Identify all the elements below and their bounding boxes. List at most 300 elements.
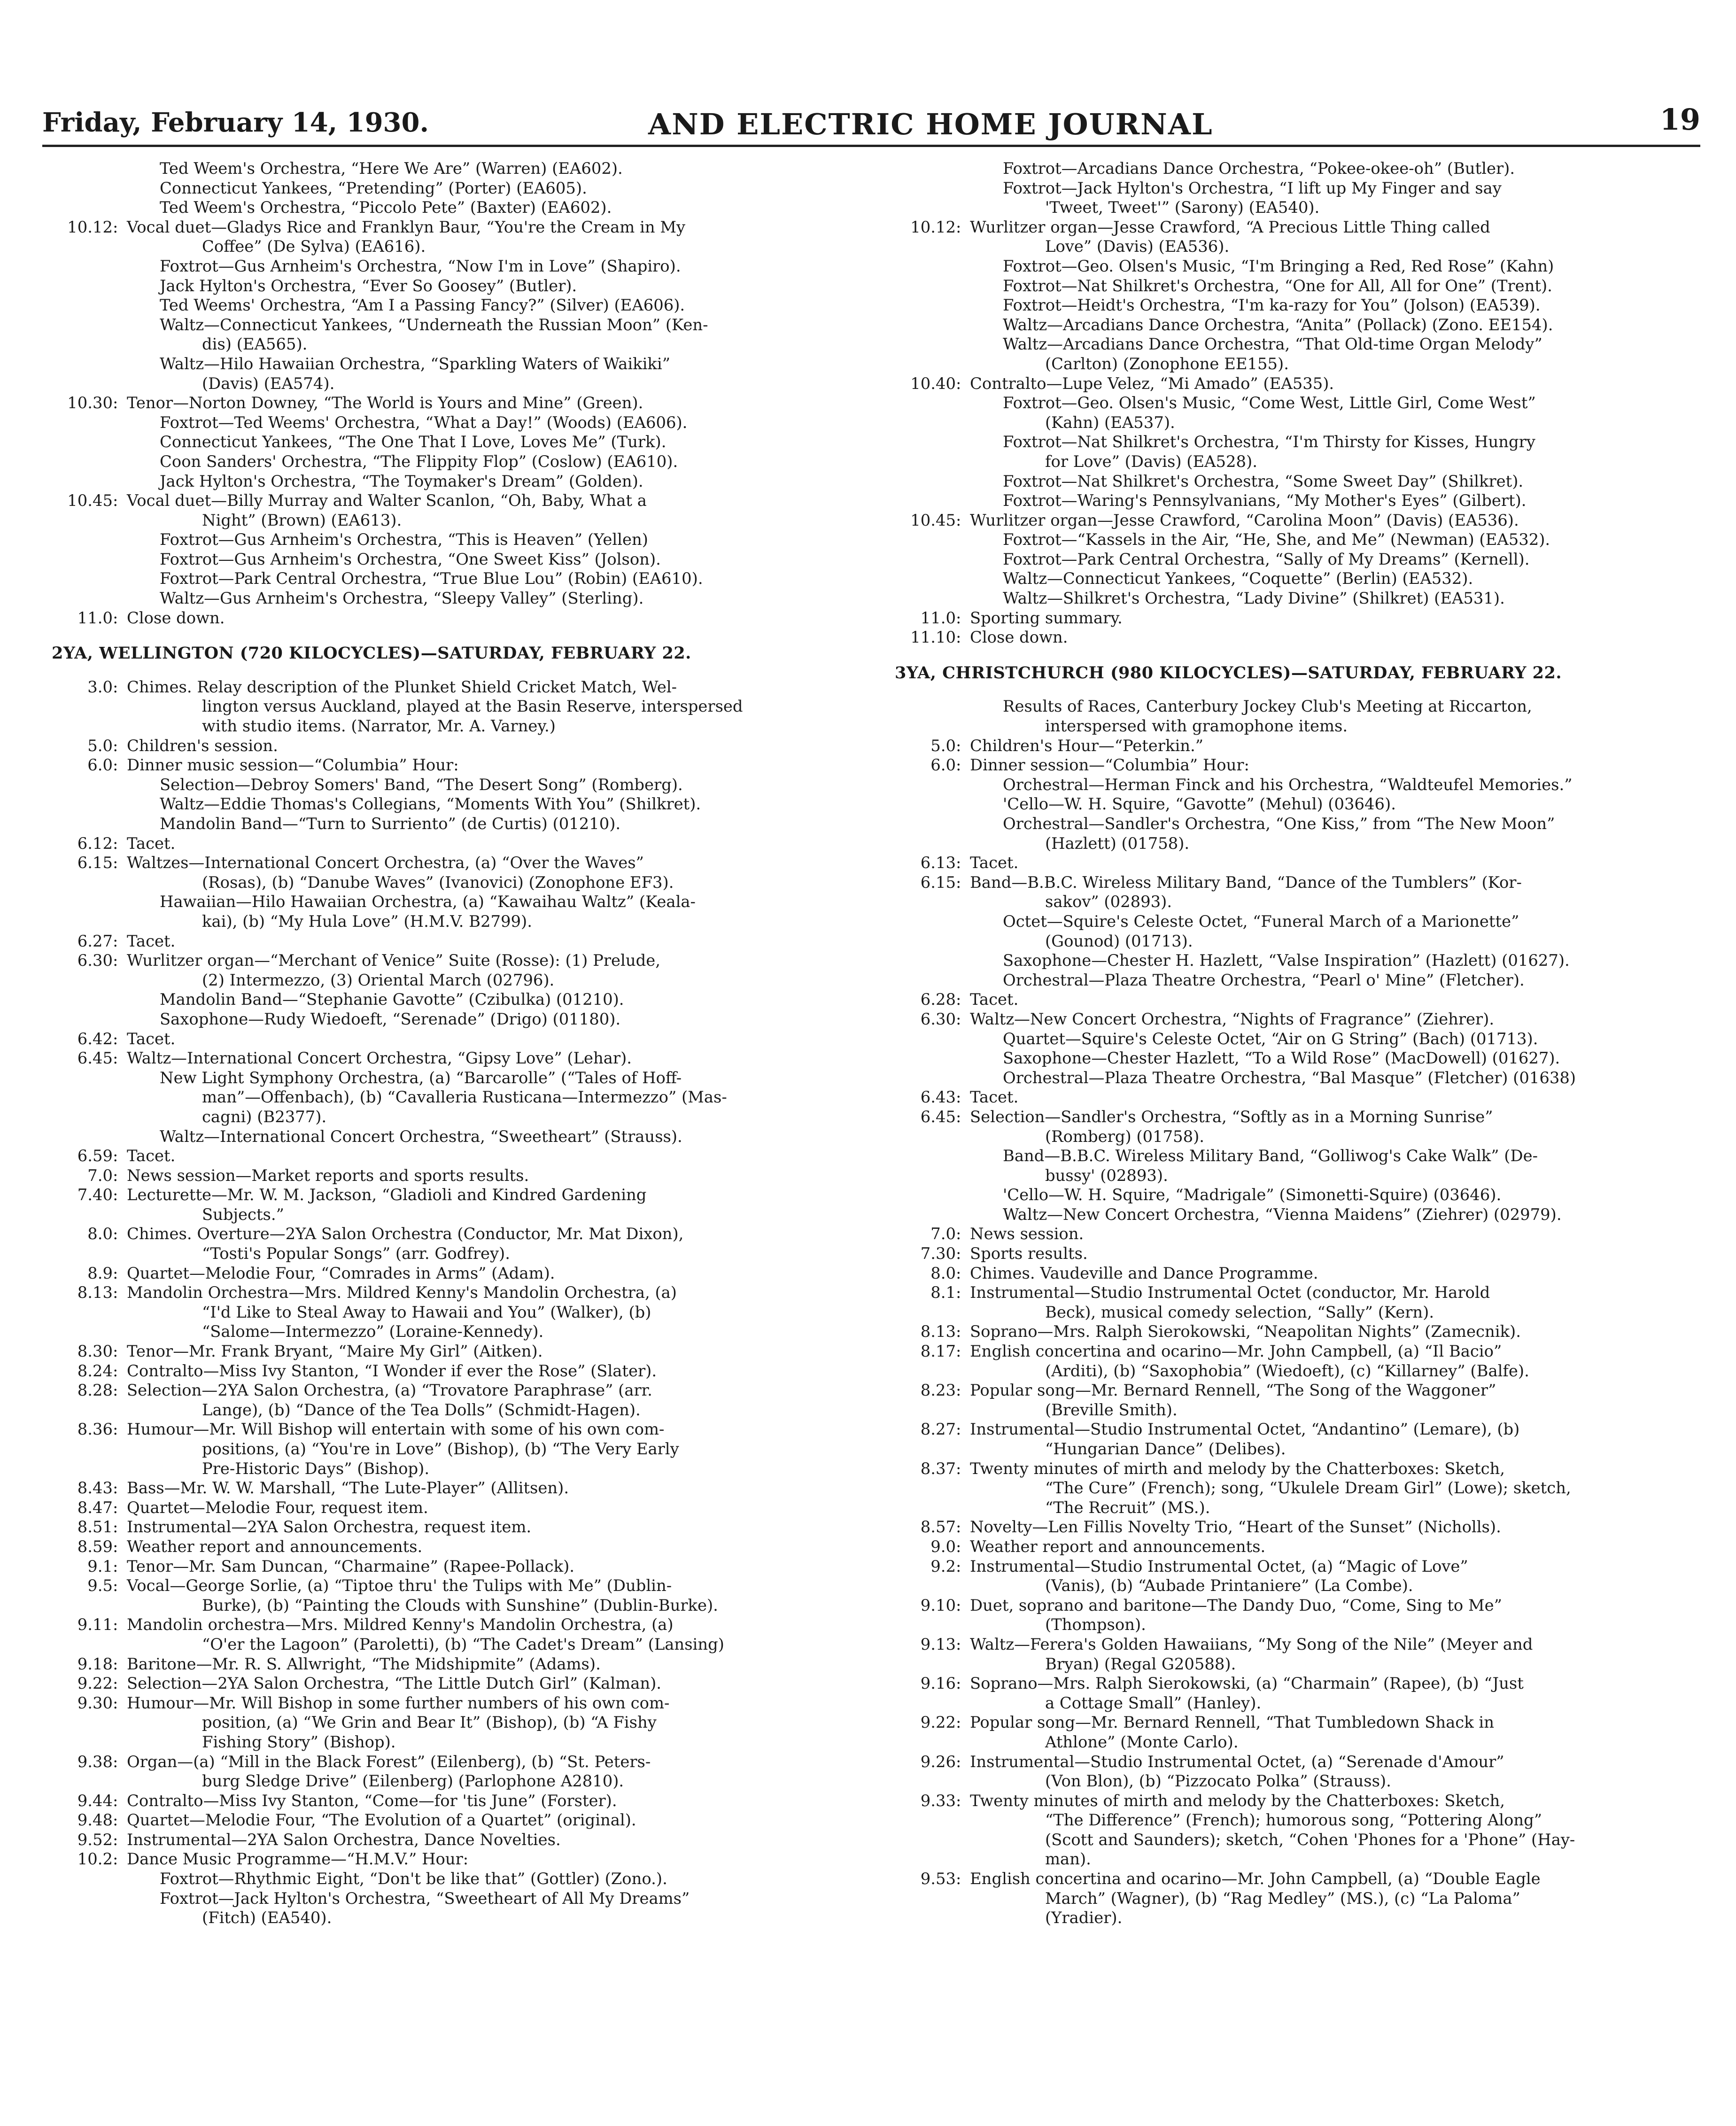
entry-continuation: “The Cure” (French); song, “Ukulele Dream Girl” (Lowe); sketch, [1045,1479,1571,1498]
entry-text: Mandolin orchestra—Mrs. Mildred Kenny's Mandolin Orchestra, (a) [127,1615,674,1634]
program-item: Foxtrot—Gus Arnheim's Orchestra, “One Sweet Kiss” (Jolson). [160,550,661,568]
entry-text: Selection—2YA Salon Orchestra, “The Little Dutch Girl” (Kalman). [127,1674,662,1693]
program-item: Results of Races, Canterbury Jockey Club's Meeting at Riccarton, [1003,697,1532,716]
entry-text: Soprano—Mrs. Ralph Sierokowski, “Neapolitan Nights” (Zamecnik). [970,1322,1521,1341]
schedule-entry: 6.12: Tacet. [42,834,850,854]
entry-continuation: “The Difference” (French); humorous song, “Pottering Along” [1045,1811,1542,1830]
entry-time: 10.40 [910,374,956,393]
entry-text: Instrumental—2YA Salon Orchestra, request item. [127,1518,532,1536]
entry-continuation: 'Tweet, Tweet'” (Sarony) (EA540). [1045,198,1320,217]
program-item: Foxtrot—Arcadians Dance Orchestra, “Pokee-okee-oh” (Butler). [1003,159,1515,178]
entry-time: 8.59 [77,1537,113,1556]
program-item: Foxtrot—Rhythmic Eight, “Don't be like that” (Gottler) (Zono.). [160,1870,667,1888]
entry-continuation: (Fitch) (EA540). [202,1909,332,1927]
entry-text: Soprano—Mrs. Ralph Sierokowski, (a) “Charmain” (Rapee), (b) “Just [970,1674,1524,1693]
entry-time: 9.30 [77,1693,113,1712]
schedule-entry: 9.53: English concertina and ocarino—Mr. John Campbell, (a) “Double Eagle [885,1869,1698,1889]
entry-text: Popular song—Mr. Bernard Rennell, “That Tumbledown Shack in [970,1713,1495,1732]
entry-continuation: (Davis) (EA574). [202,374,335,393]
entry-time: 6.42 [77,1029,113,1048]
entry-text: Mandolin Orchestra—Mrs. Mildred Kenny's Mandolin Orchestra, (a) [127,1283,677,1302]
program-item: Saxophone—Chester Hazlett, “To a Wild Rose” (MacDowell) (01627). [1003,1049,1560,1068]
entry-time: 8.43 [77,1479,113,1498]
entry-time: 7.0 [87,1166,113,1185]
entry-continuation: March” (Wagner), (b) “Rag Medley” (MS.), (c) “La Paloma” [1045,1889,1520,1908]
schedule-entry: 9.22: Popular song—Mr. Bernard Rennell, “That Tumbledown Shack in [885,1713,1698,1732]
entry-text: Waltzes—International Concert Orchestra, (a) “Over the Waves” [127,854,644,872]
entry-continuation: (Hazlett) (01758). [1045,834,1190,853]
schedule-entry: 8.9: Quartet—Melodie Four, “Comrades in Arms” (Adam). [42,1264,850,1283]
program-item: Foxtrot—“Kassels in the Air, “He, She, and Me” (Newman) (EA532). [1003,530,1550,549]
entry-continuation: (Kahn) (EA537). [1045,413,1175,432]
schedule-entry: 8.57: Novelty—Len Fillis Novelty Trio, “Heart of the Sunset” (Nicholls). [885,1517,1698,1537]
entry-text: Dinner music session—“Columbia” Hour: [127,756,459,775]
entry-time: 7.30 [920,1244,956,1263]
entry-text: Sporting summary. [970,608,1123,627]
entry-text: Instrumental—Studio Instrumental Octet, “Andantino” (Lemare), (b) [970,1420,1520,1439]
entry-time: 8.1 [930,1283,956,1302]
entry-time: 9.53 [920,1870,956,1888]
schedule-entry: 9.33: Twenty minutes of mirth and melody by the Chatterboxes: Sketch, [885,1791,1698,1811]
program-item: Octet—Squire's Celeste Octet, “Funeral March of a Marionette” [1003,912,1519,931]
schedule-entry: 8.27: Instrumental—Studio Instrumental Octet, “Andantino” (Lemare), (b) [885,1420,1698,1439]
schedule-entry: 9.1: Tenor—Mr. Sam Duncan, “Charmaine” (Rapee-Pollack). [42,1557,850,1576]
entry-text: Lecturette—Mr. W. M. Jackson, “Gladioli and Kindred Gardening [127,1186,647,1204]
entry-continuation: (Arditi), (b) “Saxophobia” (Wiedoeft), (c) “Killarney” (Balfe). [1045,1361,1529,1380]
program-item: Saxophone—Chester H. Hazlett, “Valse Inspiration” (Hazlett) (01627). [1003,951,1570,970]
schedule-entry: 9.5: Vocal—George Sorlie, (a) “Tiptoe thru' the Tulips with Me” (Dublin- [42,1576,850,1596]
entry-text: Popular song—Mr. Bernard Rennell, “The Song of the Waggoner” [970,1381,1496,1400]
entry-continuation: Pre-Historic Days” (Bishop). [202,1459,430,1478]
entry-time: 8.9 [87,1264,113,1282]
entry-time: 8.13 [920,1322,956,1341]
schedule-entry: 8.13: Mandolin Orchestra—Mrs. Mildred Kenny's Mandolin Orchestra, (a) [42,1283,850,1303]
entry-continuation: Bryan) (Regal G20588). [1045,1654,1236,1673]
entry-text: Tacet. [127,834,176,853]
entry-continuation: Love” (Davis) (EA536). [1045,237,1230,256]
entry-continuation: a Cottage Small” (Hanley). [1045,1693,1262,1712]
program-item: Mandolin Band—“Stephanie Gavotte” (Czibulka) (01210). [160,990,624,1009]
program-item: Foxtrot—Park Central Orchestra, “True Blue Lou” (Robin) (EA610). [160,569,703,588]
entry-continuation: (2) Intermezzo, (3) Oriental March (02796). [202,970,555,989]
station-heading: 3YA, CHRISTCHURCH (980 KILOCYCLES)—SATURDAY, FEBRUARY 22. [895,663,1562,683]
entry-text: Contralto—Miss Ivy Stanton, “I Wonder if ever the Rose” (Slater). [127,1361,657,1380]
program-item: Coon Sanders' Orchestra, “The Flippity Flop” (Coslow) (EA610). [160,452,678,471]
entry-text: Instrumental—Studio Instrumental Octet (conductor, Mr. Harold [970,1283,1490,1302]
entry-time: 10.12 [910,217,956,236]
program-item: Orchestral—Sandler's Orchestra, “One Kiss,” from “The New Moon” [1003,815,1555,833]
entry-continuation: “The Recruit” (MS.). [1045,1498,1210,1517]
entry-continuation: for Love” (Davis) (EA528). [1045,452,1257,471]
schedule-entry: 10.2: Dance Music Programme—“H.M.V.” Hour: [42,1849,850,1869]
entry-text: Waltz—International Concert Orchestra, “Gipsy Love” (Lehar). [127,1049,632,1068]
entry-text: Novelty—Len Fillis Novelty Trio, “Heart of the Sunset” (Nicholls). [970,1518,1501,1536]
schedule-entry: 5.0: Children's session. [42,736,850,756]
entry-time: 9.5 [87,1576,113,1595]
entry-text: Instrumental—Studio Instrumental Octet, (a) “Serenade d'Amour” [970,1752,1504,1771]
schedule-entry: 6.59: Tacet. [42,1146,850,1166]
program-item: Waltz—Shilkret's Orchestra, “Lady Divine” (Shilkret) (EA531). [1003,589,1505,608]
entry-continuation: (Romberg) (01758). [1045,1127,1205,1146]
program-item: Foxtrot—Nat Shilkret's Orchestra, “I'm Thirsty for Kisses, Hungry [1003,433,1535,451]
schedule-entry: 6.13: Tacet. [885,853,1698,873]
entry-text: Contralto—Lupe Velez, “Mi Amado” (EA535). [970,374,1334,393]
entry-time: 6.45 [77,1049,113,1068]
entry-time: 8.57 [920,1518,956,1536]
entry-text: Twenty minutes of mirth and melody by the Chatterboxes: Sketch, [970,1459,1505,1478]
schedule-entry: 9.22: Selection—2YA Salon Orchestra, “The Little Dutch Girl” (Kalman). [42,1674,850,1693]
program-item: Saxophone—Rudy Wiedoeft, “Serenade” (Drigo) (01180). [160,1009,621,1028]
entry-continuation: Beck), musical comedy selection, “Sally” (Kern). [1045,1303,1434,1321]
entry-time: 9.13 [920,1635,956,1653]
program-item: Waltz—International Concert Orchestra, “Sweetheart” (Strauss). [160,1127,682,1146]
entry-text: Weather report and announcements. [970,1537,1266,1556]
entry-time: 8.0 [930,1264,956,1282]
entry-text: Selection—2YA Salon Orchestra, (a) “Trovatore Paraphrase” (arr. [127,1381,652,1400]
entry-time: 11.10 [910,628,956,647]
entry-continuation: lington versus Auckland, played at the Basin Reserve, interspersed [202,697,743,716]
program-item: Foxtrot—Gus Arnheim's Orchestra, “This is Heaven” (Yellen) [160,530,648,549]
entry-continuation: dis) (EA565). [202,335,308,354]
schedule-entry: 9.16: Soprano—Mrs. Ralph Sierokowski, (a) “Charmain” (Rapee), (b) “Just [885,1674,1698,1693]
schedule-entry: 10.45: Vocal duet—Billy Murray and Walter Scanlon, “Oh, Baby, What a [42,491,850,511]
schedule-entry: 8.1: Instrumental—Studio Instrumental Octet (conductor, Mr. Harold [885,1283,1698,1303]
entry-continuation: (Yradier). [1045,1909,1123,1927]
schedule-entry: 10.45: Wurlitzer organ—Jesse Crawford, “Carolina Moon” (Davis) (EA536). [885,511,1698,530]
program-item: Connecticut Yankees, “The One That I Love, Loves Me” (Turk). [160,433,666,451]
entry-continuation: (Vanis), (b) “Aubade Printaniere” (La Combe). [1045,1576,1413,1595]
program-item: Waltz—Eddie Thomas's Collegians, “Moments With You” (Shilkret). [160,795,701,814]
entry-time: 9.22 [920,1713,956,1732]
program-item: Waltz—New Concert Orchestra, “Vienna Maidens” (Ziehrer) (02979). [1003,1205,1562,1224]
program-item: Foxtrot—Park Central Orchestra, “Sally of My Dreams” (Kernell). [1003,550,1530,568]
schedule-entry: 6.42: Tacet. [42,1029,850,1049]
schedule-entry: 9.44: Contralto—Miss Ivy Stanton, “Come—for 'tis June” (Forster). [42,1791,850,1811]
program-item: Waltz—Connecticut Yankees, “Coquette” (Berlin) (EA532). [1003,569,1473,588]
schedule-entry: 9.52: Instrumental—2YA Salon Orchestra, Dance Novelties. [42,1830,850,1850]
entry-continuation: cagni) (B2377). [202,1107,327,1126]
entry-continuation: interspersed with gramophone items. [1045,717,1348,736]
entry-continuation: Subjects.” [202,1205,284,1224]
entry-continuation: Night” (Brown) (EA613). [202,511,402,529]
entry-text: Baritone—Mr. R. S. Allwright, “The Midshipmite” (Adams). [127,1654,601,1673]
program-item: Foxtrot—Gus Arnheim's Orchestra, “Now I'm in Love” (Shapiro). [160,256,681,275]
issue-date: Friday, February 14, 1930. [42,107,429,138]
schedule-entry: 3.0: Chimes. Relay description of the Plunket Shield Cricket Match, Wel- [42,677,850,697]
entry-text: Tacet. [127,931,176,950]
entry-time: 6.27 [77,931,113,950]
entry-text: Vocal duet—Gladys Rice and Franklyn Baur, “You're the Cream in My [127,217,686,236]
schedule-entry: 10.12: Wurlitzer organ—Jesse Crawford, “A Precious Little Thing called [885,217,1698,237]
right-column [885,159,1698,2108]
entry-continuation: “Tosti's Popular Songs” (arr. Godfrey). [202,1244,510,1263]
program-item: Waltz—Arcadians Dance Orchestra, “Anita” (Pollack) (Zono. EE154). [1003,315,1553,334]
schedule-entry: 6.30: Waltz—New Concert Orchestra, “Nights of Fragrance” (Ziehrer). [885,1009,1698,1029]
entry-text: Instrumental—Studio Instrumental Octet, (a) “Magic of Love” [970,1557,1468,1575]
entry-time: 6.0 [930,756,956,775]
entry-text: Twenty minutes of mirth and melody by the Chatterboxes: Sketch, [970,1791,1505,1810]
schedule-entry: 8.43: Bass—Mr. W. W. Marshall, “The Lute-Player” (Allitsen). [42,1478,850,1498]
entry-text: Waltz—Ferera's Golden Hawaiians, “My Song of the Nile” (Meyer and [970,1635,1533,1653]
program-item: Foxtrot—Heidt's Orchestra, “I'm ka-razy for You” (Jolson) (EA539). [1003,296,1541,315]
program-item: Mandolin Band—“Turn to Surriento” (de Curtis) (01210). [160,815,621,833]
entry-continuation: (Gounod) (01713). [1045,931,1193,950]
entry-time: 8.24 [77,1361,113,1380]
entry-continuation: Fishing Story” (Bishop). [202,1732,396,1751]
program-item: Waltz—Connecticut Yankees, “Underneath the Russian Moon” (Ken- [160,315,708,334]
schedule-entry: 7.30: Sports results. [885,1244,1698,1264]
entry-text: Chimes. Relay description of the Plunket Shield Cricket Match, Wel- [127,677,677,696]
entry-text: Tacet. [970,854,1019,872]
schedule-entry: 8.17: English concertina and ocarino—Mr. John Campbell, (a) “Il Bacio” [885,1342,1698,1361]
entry-time: 8.37 [920,1459,956,1478]
schedule-entry: 8.37: Twenty minutes of mirth and melody by the Chatterboxes: Sketch, [885,1459,1698,1479]
entry-text: Wurlitzer organ—Jesse Crawford, “Carolina Moon” (Davis) (EA536). [970,511,1519,529]
entry-time: 9.1 [87,1557,113,1575]
entry-continuation: (Breville Smith). [1045,1400,1178,1419]
schedule-entry: 10.30: Tenor—Norton Downey, “The World is Yours and Mine” (Green). [42,393,850,413]
entry-time: 9.52 [77,1830,113,1849]
entry-time: 9.2 [930,1557,956,1575]
entry-text: Instrumental—2YA Salon Orchestra, Dance Novelties. [127,1830,561,1849]
entry-continuation: man”—Offenbach), (b) “Cavalleria Rusticana—Intermezzo” (Mas- [202,1088,727,1107]
program-item: 'Cello—W. H. Squire, “Madrigale” (Simonetti-Squire) (03646). [1003,1186,1502,1204]
schedule-entry: 8.13: Soprano—Mrs. Ralph Sierokowski, “Neapolitan Nights” (Zamecnik). [885,1322,1698,1342]
program-item: Hawaiian—Hilo Hawaiian Orchestra, (a) “Kawaihau Waltz” (Keala- [160,892,696,911]
entry-continuation: “Salome—Intermezzo” (Loraine-Kennedy). [202,1322,544,1341]
entry-text: Chimes. Vaudeville and Dance Programme. [970,1264,1318,1282]
entry-text: Tenor—Mr. Sam Duncan, “Charmaine” (Rapee-Pollack). [127,1557,575,1575]
entry-continuation: (Scott and Saunders); sketch, “Cohen 'Phones for a 'Phone” (Hay- [1045,1830,1575,1849]
entry-continuation: Coffee” (De Sylva) (EA616). [202,237,426,256]
schedule-entry: 10.40: Contralto—Lupe Velez, “Mi Amado” (EA535). [885,374,1698,394]
schedule-entry: 11.0: Sporting summary. [885,608,1698,628]
program-item: Foxtrot—Ted Weems' Orchestra, “What a Day!” (Woods) (EA606). [160,413,688,432]
entry-continuation: (Thompson). [1045,1615,1146,1634]
entry-text: Tacet. [127,1029,176,1048]
entry-time: 8.0 [87,1225,113,1243]
entry-text: Tenor—Norton Downey, “The World is Yours and Mine” (Green). [127,394,643,412]
program-item: New Light Symphony Orchestra, (a) “Barcarolle” (“Tales of Hoff- [160,1068,682,1087]
program-item: Waltz—Gus Arnheim's Orchestra, “Sleepy Valley” (Sterling). [160,589,644,608]
entry-text: Tacet. [970,990,1019,1009]
entry-time: 9.0 [930,1537,956,1556]
entry-time: 9.22 [77,1674,113,1693]
entry-time: 6.45 [920,1107,956,1126]
schedule-entry: 8.30: Tenor—Mr. Frank Bryant, “Maire My Girl” (Aitken). [42,1342,850,1361]
program-item: Foxtrot—Geo. Olsen's Music, “Come West, Little Girl, Come West” [1003,394,1536,412]
program-item: Ted Weems' Orchestra, “Am I a Passing Fancy?” (Silver) (EA606). [160,296,685,315]
entry-text: Humour—Mr. Will Bishop will entertain with some of his own com- [127,1420,665,1439]
program-item: Jack Hylton's Orchestra, “Ever So Goosey” (Butler). [160,276,577,295]
entry-text: Children's session. [127,736,278,755]
schedule-entry: 9.30: Humour—Mr. Will Bishop in some further numbers of his own com- [42,1693,850,1713]
program-item: Ted Weem's Orchestra, “Piccolo Pete” (Baxter) (EA602). [160,198,612,217]
entry-time: 7.40 [77,1186,113,1204]
program-item: Waltz—Hilo Hawaiian Orchestra, “Sparkling Waters of Waikiki” [160,354,670,373]
entry-text: Chimes. Overture—2YA Salon Orchestra (Conductor, Mr. Mat Dixon), [127,1225,684,1243]
schedule-entry: 7.0: News session—Market reports and sports results. [42,1166,850,1186]
entry-text: Duet, soprano and baritone—The Dandy Duo, “Come, Sing to Me” [970,1596,1502,1614]
entry-continuation: sakov” (02893). [1045,892,1172,911]
program-item: Jack Hylton's Orchestra, “The Toymaker's Dream” (Golden). [160,472,643,490]
program-item: Waltz—Arcadians Dance Orchestra, “That Old-time Organ Melody” [1003,335,1542,354]
page-header [42,102,1700,147]
entry-time: 6.30 [920,1009,956,1028]
schedule-entry: 7.0: News session. [885,1224,1698,1244]
schedule-entry: 9.0: Weather report and announcements. [885,1537,1698,1557]
program-item: Connecticut Yankees, “Pretending” (Porter) (EA605). [160,178,587,197]
entry-time: 9.18 [77,1654,113,1673]
entry-time: 8.51 [77,1518,113,1536]
entry-text: Wurlitzer organ—Jesse Crawford, “A Precious Little Thing called [970,217,1490,236]
schedule-entry: 6.43: Tacet. [885,1087,1698,1107]
entry-time: 9.33 [920,1791,956,1810]
entry-continuation: Athlone” (Monte Carlo). [1045,1732,1239,1751]
schedule-entry: 11.10: Close down. [885,628,1698,647]
schedule-entry: 11.0: Close down. [42,608,850,628]
schedule-entry: 6.30: Wurlitzer organ—“Merchant of Venice” Suite (Rosse): (1) Prelude, [42,951,850,970]
entry-text: Bass—Mr. W. W. Marshall, “The Lute-Player” (Allitsen). [127,1479,569,1498]
entry-time: 6.13 [920,854,956,872]
entry-time: 8.27 [920,1420,956,1439]
schedule-entry: 6.45: Selection—Sandler's Orchestra, “Softly as in a Morning Sunrise” [885,1107,1698,1127]
entry-continuation: (Carlton) (Zonophone EE155). [1045,354,1289,373]
entry-text: Tacet. [127,1147,176,1165]
entry-time: 9.26 [920,1752,956,1771]
entry-time: 7.0 [930,1225,956,1243]
program-item: 'Cello—W. H. Squire, “Gavotte” (Mehul) (03646). [1003,795,1396,814]
schedule-entry: 6.0: Dinner session—“Columbia” Hour: [885,755,1698,775]
entry-text: Dinner session—“Columbia” Hour: [970,756,1249,775]
entry-time: 8.23 [920,1381,956,1400]
entry-text: Weather report and announcements. [127,1537,423,1556]
entry-text: Quartet—Melodie Four, “Comrades in Arms” (Adam). [127,1264,555,1282]
schedule-entry: 6.15: Band—B.B.C. Wireless Military Band, “Dance of the Tumblers” (Kor- [885,873,1698,892]
program-item: Foxtrot—Nat Shilkret's Orchestra, “Some Sweet Day” (Shilkret). [1003,472,1524,490]
entry-time: 5.0 [87,736,113,755]
schedule-entry: 6.45: Waltz—International Concert Orchestra, “Gipsy Love” (Lehar). [42,1048,850,1068]
entry-time: 6.28 [920,990,956,1009]
journal-title: AND ELECTRIC HOME JOURNAL [648,107,1213,141]
program-item: Foxtrot—Waring's Pennsylvanians, “My Mother's Eyes” (Gilbert). [1003,491,1527,510]
schedule-entry: 8.24: Contralto—Miss Ivy Stanton, “I Wonder if ever the Rose” (Slater). [42,1361,850,1381]
entry-text: Band—B.B.C. Wireless Military Band, “Dance of the Tumblers” (Kor- [970,873,1522,892]
entry-continuation: “Hungarian Dance” (Delibes). [1045,1440,1286,1458]
entry-text: Close down. [970,628,1068,647]
entry-text: Organ—(a) “Mill in the Black Forest” (Eilenberg), (b) “St. Peters- [127,1752,651,1771]
entry-time: 6.15 [77,854,113,872]
entry-time: 6.15 [920,873,956,892]
program-item: Foxtrot—Geo. Olsen's Music, “I'm Bringing a Red, Red Rose” (Kahn) [1003,256,1554,275]
entry-text: Close down. [127,608,225,627]
entry-text: Waltz—New Concert Orchestra, “Nights of Fragrance” (Ziehrer). [970,1009,1495,1028]
schedule-entry: 8.36: Humour—Mr. Will Bishop will entertain with some of his own com- [42,1420,850,1439]
schedule-entry: 9.18: Baritone—Mr. R. S. Allwright, “The Midshipmite” (Adams). [42,1654,850,1674]
program-item: Foxtrot—Jack Hylton's Orchestra, “I lift up My Finger and say [1003,178,1502,197]
schedule-entry: 9.2: Instrumental—Studio Instrumental Octet, (a) “Magic of Love” [885,1557,1698,1576]
program-item: Selection—Debroy Somers' Band, “The Desert Song” (Romberg). [160,775,683,794]
entry-time: 5.0 [930,736,956,755]
entry-text: English concertina and ocarino—Mr. John Campbell, (a) “Double Eagle [970,1870,1541,1888]
schedule-entry: 8.0: Chimes. Vaudeville and Dance Programme. [885,1264,1698,1283]
schedule-entry: 10.12: Vocal duet—Gladys Rice and Franklyn Baur, “You're the Cream in My [42,217,850,237]
program-item: Foxtrot—Nat Shilkret's Orchestra, “One for All, All for One” (Trent). [1003,276,1552,295]
entry-time: 11.0 [920,608,956,627]
schedule-entry: 9.48: Quartet—Melodie Four, “The Evolution of a Quartet” (original). [42,1810,850,1830]
entry-text: Vocal duet—Billy Murray and Walter Scanlon, “Oh, Baby, What a [127,491,647,510]
entry-text: Vocal—George Sorlie, (a) “Tiptoe thru' the Tulips with Me” (Dublin- [127,1576,672,1595]
entry-text: Dance Music Programme—“H.M.V.” Hour: [127,1850,469,1869]
entry-continuation: burg Sledge Drive” (Eilenberg) (Parlophone A2810). [202,1772,624,1791]
entry-time: 10.12 [67,217,113,236]
schedule-entry: 9.38: Organ—(a) “Mill in the Black Forest” (Eilenberg), (b) “St. Peters- [42,1752,850,1772]
entry-time: 8.47 [77,1498,113,1517]
program-item: Foxtrot—Jack Hylton's Orchestra, “Sweetheart of All My Dreams” [160,1889,690,1908]
entry-text: Children's Hour—“Peterkin.” [970,736,1204,755]
entry-text: Wurlitzer organ—“Merchant of Venice” Suite (Rosse): (1) Prelude, [127,951,660,970]
schedule-entry: 9.10: Duet, soprano and baritone—The Dandy Duo, “Come, Sing to Me” [885,1596,1698,1615]
schedule-entry: 6.28: Tacet. [885,990,1698,1009]
schedule-entry: 6.0: Dinner music session—“Columbia” Hour: [42,755,850,775]
entry-time: 8.30 [77,1342,113,1361]
entry-continuation: with studio items. (Narrator, Mr. A. Varney.) [202,717,556,736]
schedule-entry: 8.59: Weather report and announcements. [42,1537,850,1557]
program-item: Band—B.B.C. Wireless Military Band, “Golliwog's Cake Walk” (De- [1003,1147,1538,1165]
entry-continuation: positions, (a) “You're in Love” (Bishop), (b) “The Very Early [202,1440,679,1458]
schedule-entry: 6.15: Waltzes—International Concert Orchestra, (a) “Over the Waves” [42,853,850,873]
entry-time: 9.48 [77,1811,113,1830]
schedule-entry: 8.47: Quartet—Melodie Four, request item. [42,1498,850,1518]
schedule-entry: 9.13: Waltz—Ferera's Golden Hawaiians, “My Song of the Nile” (Meyer and [885,1635,1698,1654]
entry-text: Quartet—Melodie Four, “The Evolution of a Quartet” (original). [127,1811,636,1830]
entry-time: 9.16 [920,1674,956,1693]
entry-text: Quartet—Melodie Four, request item. [127,1498,428,1517]
entry-time: 10.2 [77,1850,113,1869]
entry-text: News session—Market reports and sports results. [127,1166,529,1185]
entry-time: 8.36 [77,1420,113,1439]
entry-time: 9.44 [77,1791,113,1810]
schedule-entry: 8.51: Instrumental—2YA Salon Orchestra, request item. [42,1517,850,1537]
program-item: Ted Weem's Orchestra, “Here We Are” (Warren) (EA602). [160,159,623,178]
entry-time: 6.12 [77,834,113,853]
entry-text: Selection—Sandler's Orchestra, “Softly as in a Morning Sunrise” [970,1107,1493,1126]
entry-continuation: bussy' (02893). [1045,1166,1168,1185]
entry-time: 8.28 [77,1381,113,1400]
entry-time: 10.30 [67,394,113,412]
entry-text: News session. [970,1225,1084,1243]
entry-continuation: (Von Blon), (b) “Pizzocato Polka” (Strauss). [1045,1772,1391,1791]
entry-continuation: Lange), (b) “Dance of the Tea Dolls” (Schmidt-Hagen). [202,1400,641,1419]
entry-time: 8.13 [77,1283,113,1302]
entry-time: 6.43 [920,1088,956,1107]
schedule-entry: 9.11: Mandolin orchestra—Mrs. Mildred Kenny's Mandolin Orchestra, (a) [42,1615,850,1635]
schedule-entry: 8.23: Popular song—Mr. Bernard Rennell, “The Song of the Waggoner” [885,1381,1698,1400]
left-column [42,159,850,2108]
entry-continuation: kai), (b) “My Hula Love” (H.M.V. B2799). [202,912,532,931]
program-item: Orchestral—Plaza Theatre Orchestra, “Pearl o' Mine” (Fletcher). [1003,970,1525,989]
entry-time: 6.59 [77,1147,113,1165]
program-item: Orchestral—Herman Finck and his Orchestra, “Waldteufel Memories.” [1003,775,1573,794]
entry-time: 10.45 [67,491,113,510]
entry-continuation: Burke), (b) “Painting the Clouds with Sunshine” (Dublin-Burke). [202,1596,718,1614]
entry-time: 6.30 [77,951,113,970]
entry-time: 6.0 [87,756,113,775]
entry-time: 10.45 [910,511,956,529]
entry-text: Tacet. [970,1088,1019,1107]
entry-text: Sports results. [970,1244,1088,1263]
entry-time: 8.17 [920,1342,956,1361]
